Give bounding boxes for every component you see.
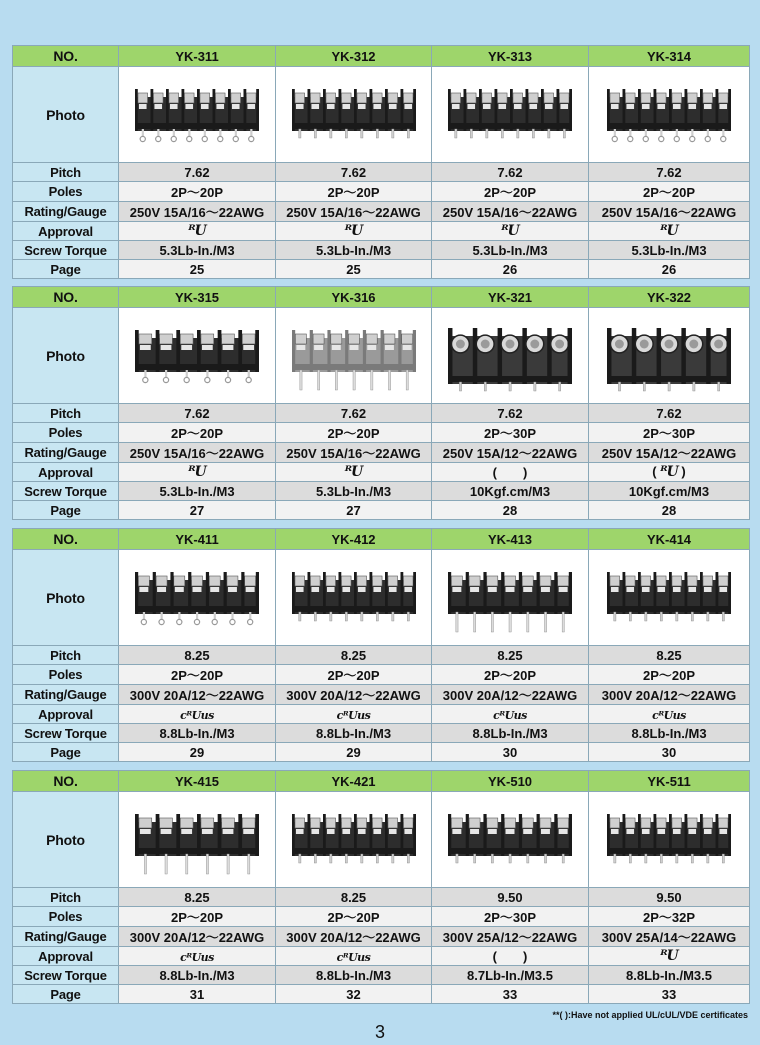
rating-row-cell: 300V 25A/12～22AWG [432, 927, 589, 947]
approval-row-label: Approval [13, 463, 119, 482]
model-row-cell: YK-315 [119, 287, 276, 308]
spec-table-2 [12, 286, 750, 520]
pitch-row-cell: 7.62 [432, 163, 589, 182]
torque-row-label: Screw Torque [13, 482, 119, 501]
pitch-row [13, 888, 750, 907]
approval-row-cell [276, 947, 432, 966]
torque-row-cell: 5.3Lb-In./M3 [119, 482, 276, 501]
approval-row-cell [119, 222, 276, 241]
model-row [13, 529, 750, 550]
photo-row-cell [589, 67, 750, 163]
yk-321-photo [440, 314, 580, 398]
model-row-cell: YK-415 [119, 771, 276, 792]
pending-approval-mark: ( ) [492, 948, 528, 964]
photo-row-cell [276, 308, 432, 404]
ul-mark-icon: ᴿU [660, 464, 678, 480]
torque-row-cell: 8.8Lb-In./M3 [589, 724, 750, 743]
page-row-cell: 28 [432, 501, 589, 520]
poles-row [13, 423, 750, 443]
photo-row [13, 67, 750, 163]
model-row [13, 287, 750, 308]
pitch-row [13, 646, 750, 665]
rating-row-cell: 250V 15A/12～22AWG [432, 443, 589, 463]
poles-row-cell: 2P～20P [119, 423, 276, 443]
poles-row-cell: 2P～20P [276, 423, 432, 443]
cul-mark-icon: cᴿUus [336, 950, 371, 964]
page-row-cell: 30 [432, 743, 589, 762]
page-row [13, 501, 750, 520]
yk-415-photo [127, 798, 267, 882]
model-row [13, 771, 750, 792]
poles-row-cell: 2P～20P [119, 907, 276, 927]
torque-row-cell: 5.3Lb-In./M3 [276, 241, 432, 260]
photo-row-label: Photo [13, 67, 119, 163]
poles-row-cell: 2P～30P [589, 423, 750, 443]
rating-row-cell: 300V 20A/12～22AWG [276, 927, 432, 947]
pitch-row-cell: 8.25 [589, 646, 750, 665]
page-row-label: Page [13, 743, 119, 762]
approval-row-cell [589, 463, 750, 482]
model-row-cell: YK-413 [432, 529, 589, 550]
rating-row [13, 685, 750, 705]
approval-row-cell [589, 705, 750, 724]
yk-312-photo [284, 73, 424, 157]
page-row [13, 743, 750, 762]
photo-row-cell [432, 550, 589, 646]
yk-510-photo [440, 798, 580, 882]
cul-mark-icon: cᴿUus [336, 708, 371, 722]
page-row [13, 985, 750, 1004]
page-row-label: Page [13, 985, 119, 1004]
approval-row-cell [276, 222, 432, 241]
pending-approval-mark: ( ) [492, 464, 528, 480]
torque-row-cell: 8.7Lb-In./M3.5 [432, 966, 589, 985]
approval-row-label: Approval [13, 705, 119, 724]
torque-row-cell: 5.3Lb-In./M3 [589, 241, 750, 260]
ul-mark-icon: ᴿU [660, 223, 678, 239]
torque-row [13, 241, 750, 260]
photo-row [13, 792, 750, 888]
cul-mark-icon: cᴿUus [180, 950, 214, 964]
rating-row-cell: 300V 20A/12～22AWG [119, 927, 276, 947]
approval-row-cell [276, 705, 432, 724]
photo-row-cell [432, 792, 589, 888]
ul-mark-icon: ᴿU [344, 223, 363, 239]
rating-row [13, 202, 750, 222]
torque-row-cell: 5.3Lb-In./M3 [119, 241, 276, 260]
pitch-row-cell: 8.25 [276, 888, 432, 907]
page-row-cell: 27 [276, 501, 432, 520]
page-number: 3 [374, 1022, 385, 1042]
torque-row-label: Screw Torque [13, 966, 119, 985]
torque-row [13, 724, 750, 743]
yk-411-photo [127, 556, 267, 640]
spec-table-4 [12, 770, 750, 1004]
pitch-row-label: Pitch [13, 404, 119, 423]
torque-row-cell: 8.8Lb-In./M3 [119, 724, 276, 743]
page-row-cell: 29 [119, 743, 276, 762]
photo-row-cell [276, 550, 432, 646]
model-row [13, 46, 750, 67]
yk-414-photo [599, 556, 739, 640]
page-row-cell: 27 [119, 501, 276, 520]
poles-row-cell: 2P～20P [432, 182, 589, 202]
model-row-cell: YK-321 [432, 287, 589, 308]
torque-row-label: Screw Torque [13, 724, 119, 743]
photo-row-cell [589, 792, 750, 888]
photo-row-cell [119, 550, 276, 646]
page-row-cell: 33 [589, 985, 750, 1004]
poles-row-cell: 2P～20P [119, 665, 276, 685]
torque-row-cell: 10Kgf.cm/M3 [589, 482, 750, 501]
poles-row-cell: 2P～20P [276, 907, 432, 927]
pitch-row-cell: 8.25 [119, 646, 276, 665]
rating-row-cell: 300V 20A/12～22AWG [276, 685, 432, 705]
rating-row [13, 443, 750, 463]
photo-row-label: Photo [13, 308, 119, 404]
rating-row-cell: 300V 20A/12～22AWG [589, 685, 750, 705]
poles-row-cell: 2P～20P [589, 182, 750, 202]
page-row-cell: 31 [119, 985, 276, 1004]
model-row-cell: YK-322 [589, 287, 750, 308]
pitch-row-label: Pitch [13, 888, 119, 907]
pitch-row [13, 404, 750, 423]
yk-412-photo [284, 556, 424, 640]
torque-row-cell: 5.3Lb-In./M3 [432, 241, 589, 260]
poles-row [13, 907, 750, 927]
torque-row-cell: 5.3Lb-In./M3 [276, 482, 432, 501]
page-row-cell: 26 [432, 260, 589, 279]
footnote: **( ):Have not applied UL/cUL/VDE certificates [552, 1010, 748, 1020]
ul-mark-icon: ᴿU [188, 223, 206, 239]
torque-row-label: Screw Torque [13, 241, 119, 260]
rating-row-cell: 300V 25A/14～22AWG [589, 927, 750, 947]
rating-row-label: Rating/Gauge [13, 927, 119, 947]
poles-row-cell: 2P～32P [589, 907, 750, 927]
photo-row-cell [119, 67, 276, 163]
ul-mark-icon: ᴿU [501, 223, 519, 239]
ul-mark-icon: ᴿU [660, 948, 678, 964]
photo-row-cell [589, 308, 750, 404]
pitch-row-label: Pitch [13, 646, 119, 665]
cul-mark-icon: cᴿUus [652, 708, 686, 722]
photo-row [13, 308, 750, 404]
rating-row-cell: 250V 15A/12～22AWG [589, 443, 750, 463]
spec-table-3 [12, 528, 750, 762]
rating-row-label: Rating/Gauge [13, 685, 119, 705]
model-row-cell: YK-316 [276, 287, 432, 308]
poles-row-cell: 2P～20P [119, 182, 276, 202]
poles-row-label: Poles [13, 182, 119, 202]
page-row-cell: 30 [589, 743, 750, 762]
page-row-cell: 26 [589, 260, 750, 279]
approval-row-cell [276, 463, 432, 482]
model-row-cell: YK-411 [119, 529, 276, 550]
torque-row [13, 482, 750, 501]
rating-row-cell: 250V 15A/16～22AWG [119, 202, 276, 222]
photo-row-cell [589, 550, 750, 646]
model-row-label: NO. [13, 287, 119, 308]
page-row-cell: 29 [276, 743, 432, 762]
model-row-cell: YK-421 [276, 771, 432, 792]
ul-mark-icon: ᴿU [188, 464, 206, 480]
approval-row-cell [432, 463, 589, 482]
poles-row-cell: 2P～20P [276, 182, 432, 202]
page-row-cell: 28 [589, 501, 750, 520]
photo-row-cell [276, 792, 432, 888]
page-row-cell: 33 [432, 985, 589, 1004]
approval-row-cell [432, 705, 589, 724]
torque-row-cell: 10Kgf.cm/M3 [432, 482, 589, 501]
pitch-row-label: Pitch [13, 163, 119, 182]
yk-421-photo [284, 798, 424, 882]
rating-row-cell: 250V 15A/16～22AWG [276, 202, 432, 222]
rating-row-cell: 250V 15A/16～22AWG [119, 443, 276, 463]
rating-row-cell: 300V 20A/12～22AWG [432, 685, 589, 705]
yk-322-photo [599, 314, 739, 398]
yk-314-photo [599, 73, 739, 157]
rating-row-cell: 250V 15A/16～22AWG [589, 202, 750, 222]
approval-row-cell [119, 705, 276, 724]
page-row-cell: 25 [119, 260, 276, 279]
yk-413-photo [440, 556, 580, 640]
model-row-cell: YK-412 [276, 529, 432, 550]
approval-row-cell [589, 222, 750, 241]
model-row-label: NO. [13, 46, 119, 67]
rating-row-cell: 300V 20A/12～22AWG [119, 685, 276, 705]
pitch-row-cell: 7.62 [276, 404, 432, 423]
poles-row-cell: 2P～30P [432, 907, 589, 927]
photo-row [13, 550, 750, 646]
photo-row-cell [432, 67, 589, 163]
poles-row [13, 665, 750, 685]
torque-row-cell: 8.8Lb-In./M3 [276, 724, 432, 743]
model-row-label: NO. [13, 529, 119, 550]
yk-315-photo [127, 314, 267, 398]
pitch-row-cell: 7.62 [432, 404, 589, 423]
pitch-row-cell: 7.62 [119, 404, 276, 423]
model-row-cell: YK-511 [589, 771, 750, 792]
page-row-cell: 32 [276, 985, 432, 1004]
page-row [13, 260, 750, 279]
poles-row [13, 182, 750, 202]
yk-511-photo [599, 798, 739, 882]
poles-row-label: Poles [13, 423, 119, 443]
poles-row-cell: 2P～20P [589, 665, 750, 685]
model-row-cell: YK-311 [119, 46, 276, 67]
approval-row [13, 222, 750, 241]
ul-mark-icon: ᴿU [344, 464, 363, 480]
yk-316-photo [284, 314, 424, 398]
cul-mark-icon: cᴿUus [180, 708, 214, 722]
rating-row-cell: 250V 15A/16～22AWG [276, 443, 432, 463]
page-row-label: Page [13, 260, 119, 279]
poles-row-label: Poles [13, 907, 119, 927]
page-row-cell: 25 [276, 260, 432, 279]
poles-row-label: Poles [13, 665, 119, 685]
model-row-cell: YK-312 [276, 46, 432, 67]
approval-row-cell [589, 947, 750, 966]
cul-mark-icon: cᴿUus [493, 708, 527, 722]
pitch-row [13, 163, 750, 182]
pitch-row-cell: 9.50 [432, 888, 589, 907]
approval-row [13, 705, 750, 724]
approval-row [13, 463, 750, 482]
pitch-row-cell: 8.25 [276, 646, 432, 665]
approval-row-cell [432, 947, 589, 966]
photo-row-cell [119, 308, 276, 404]
model-row-cell: YK-510 [432, 771, 589, 792]
photo-row-cell [119, 792, 276, 888]
photo-row-label: Photo [13, 550, 119, 646]
approval-row [13, 947, 750, 966]
spec-table-1 [12, 45, 750, 279]
rating-row-label: Rating/Gauge [13, 443, 119, 463]
model-row-cell: YK-314 [589, 46, 750, 67]
model-row-cell: YK-313 [432, 46, 589, 67]
pitch-row-cell: 8.25 [119, 888, 276, 907]
pitch-row-cell: 7.62 [276, 163, 432, 182]
torque-row-cell: 8.8Lb-In./M3.5 [589, 966, 750, 985]
approval-row-cell [432, 222, 589, 241]
pending-ul-mark: ( ᴿU ) [652, 464, 686, 480]
pitch-row-cell: 8.25 [432, 646, 589, 665]
yk-313-photo [440, 73, 580, 157]
photo-row-cell [432, 308, 589, 404]
rating-row-cell: 250V 15A/16～22AWG [432, 202, 589, 222]
approval-row-cell [119, 463, 276, 482]
pitch-row-cell: 7.62 [589, 163, 750, 182]
poles-row-cell: 2P～20P [276, 665, 432, 685]
approval-row-label: Approval [13, 947, 119, 966]
pitch-row-cell: 7.62 [589, 404, 750, 423]
pitch-row-cell: 7.62 [119, 163, 276, 182]
poles-row-cell: 2P～30P [432, 423, 589, 443]
page-row-label: Page [13, 501, 119, 520]
poles-row-cell: 2P～20P [432, 665, 589, 685]
torque-row-cell: 8.8Lb-In./M3 [119, 966, 276, 985]
photo-row-label: Photo [13, 792, 119, 888]
torque-row [13, 966, 750, 985]
rating-row-label: Rating/Gauge [13, 202, 119, 222]
photo-row-cell [276, 67, 432, 163]
torque-row-cell: 8.8Lb-In./M3 [432, 724, 589, 743]
approval-row-label: Approval [13, 222, 119, 241]
torque-row-cell: 8.8Lb-In./M3 [276, 966, 432, 985]
model-row-cell: YK-414 [589, 529, 750, 550]
rating-row [13, 927, 750, 947]
yk-311-photo [127, 73, 267, 157]
pitch-row-cell: 9.50 [589, 888, 750, 907]
model-row-label: NO. [13, 771, 119, 792]
approval-row-cell [119, 947, 276, 966]
